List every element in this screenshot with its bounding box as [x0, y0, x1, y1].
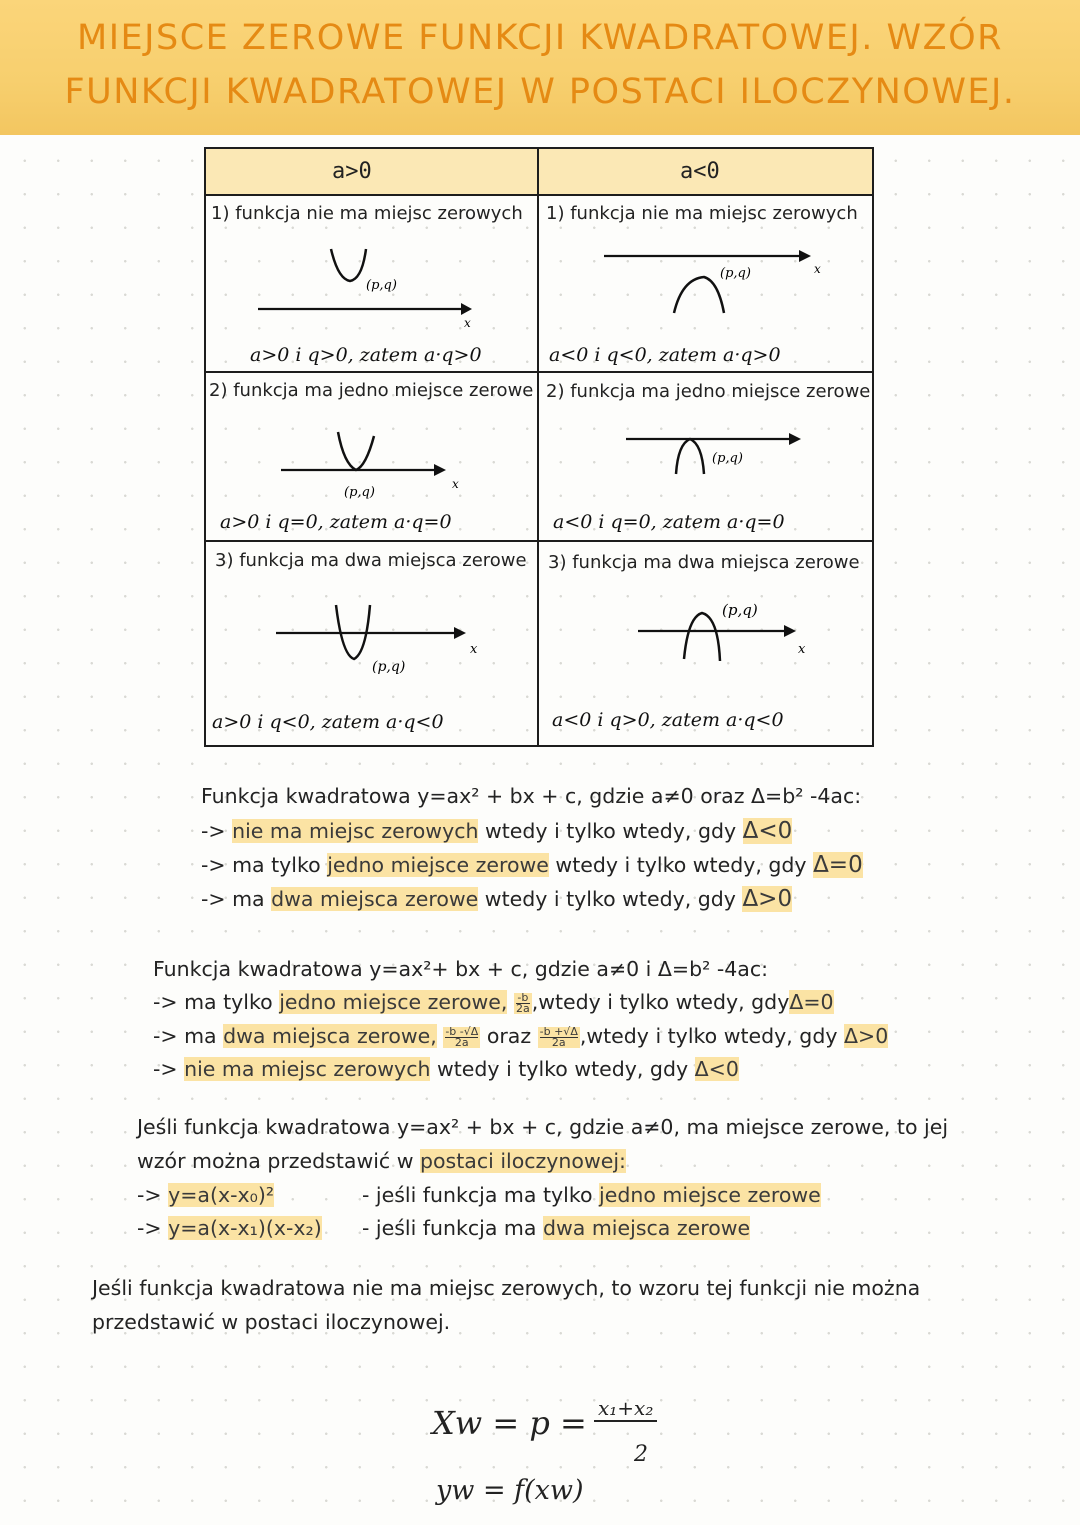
- cell-left-1-title: 1) funkcja nie ma miejsc zerowych: [211, 203, 523, 224]
- block4-line-1: Jeśli funkcja kwadratowa nie ma miejsc zerowych, to wzoru tej funkcji nie można: [92, 1276, 921, 1300]
- graph-right-2: [616, 424, 836, 484]
- block1-intro: Funkcja kwadratowa y=ax² + bx + c, gdzie a≠0 oraz Δ=b² -4ac:: [201, 784, 862, 808]
- vertex-label: (p,q): [722, 601, 758, 619]
- graph-right-1: [586, 241, 846, 331]
- graph-right-3: [626, 589, 846, 669]
- axis-label: x: [464, 316, 471, 329]
- parabola-up: [331, 249, 366, 281]
- x-axis-arrow: [789, 433, 801, 445]
- cell-left-1-condition: a>0 i q>0, zatem a·q>0: [250, 344, 482, 366]
- block3-line-1: Jeśli funkcja kwadratowa y=ax² + bx + c, gdzie a≠0, ma miejsce zerowe, to jej: [137, 1115, 949, 1139]
- vertex-label: (p,q): [720, 266, 751, 281]
- block3-formula-2-desc: - jeśli funkcja ma dwa miejsca zerowe: [362, 1216, 751, 1240]
- vertex-label: (p,q): [372, 659, 406, 675]
- fraction-single-root: $\frac{-b}{2a}$: [515, 990, 530, 1015]
- table-divider-row2: [206, 540, 872, 542]
- axis-label: x: [798, 642, 806, 657]
- parabola-up: [338, 432, 374, 470]
- cell-left-2-condition: a>0 i q=0, zatem a·q=0: [220, 511, 452, 533]
- block1-line-2: -> ma tylko jedno miejsce zerowe wtedy i tylko wtedy, gdy Δ=0: [201, 852, 863, 878]
- table-divider-row1: [206, 371, 872, 373]
- parabola-down: [684, 613, 720, 661]
- vertex-label: (p,q): [712, 451, 743, 466]
- fraction-root-x1: $\frac{-b -√\Delta}{2a}$: [445, 1024, 479, 1049]
- x-axis-arrow: [454, 627, 466, 639]
- cell-right-1-title: 1) funkcja nie ma miejsc zerowych: [546, 203, 858, 224]
- block1-line-3: -> ma dwa miejsca zerowe wtedy i tylko wtedy, gdy Δ>0: [201, 886, 793, 912]
- x-axis-arrow: [461, 303, 472, 315]
- header-a-negative: a<0: [680, 159, 720, 184]
- vertex-label: (p,q): [366, 278, 397, 293]
- x-axis-arrow: [434, 464, 446, 476]
- cell-left-3-condition: a>0 i q<0, zatem a·q<0: [212, 711, 444, 733]
- fraction-root-x2: $\frac{-b +√\Delta}{2a}$: [539, 1024, 578, 1049]
- vertex-x-fraction-num: x₁+x₂: [594, 1396, 657, 1422]
- block3-formula-1: -> y=a(x-x₀)²: [137, 1183, 275, 1207]
- parabola-down: [674, 277, 724, 313]
- vertex-y-formula: yw = f(xw): [436, 1475, 584, 1506]
- axis-label: x: [470, 642, 478, 657]
- block1-line-1: -> nie ma miejsc zerowych wtedy i tylko wtedy, gdy Δ<0: [201, 818, 793, 844]
- vertex-label: (p,q): [344, 485, 375, 499]
- cell-right-3-title: 3) funkcja ma dwa miejsca zerowe: [548, 552, 860, 573]
- block2-line-1: -> ma tylko jedno miejsce zerowe, $\frac{-b}{2a}$ ,wtedy i tylko wtedy, gdyΔ=0: [153, 990, 834, 1015]
- block2-line-2: -> ma dwa miejsca zerowe, $\frac{-b -√\Delta}{2a}$ oraz $\frac{-b +√\Delta}{2a}$ ,wtedy i tylko wtedy, gdy Δ>0: [153, 1024, 889, 1049]
- block2-line-3: -> nie ma miejsc zerowych wtedy i tylko wtedy, gdy Δ<0: [153, 1057, 739, 1081]
- graph-left-2: [266, 424, 506, 499]
- cell-right-2-condition: a<0 i q=0, zatem a·q=0: [553, 511, 785, 533]
- axis-label: x: [814, 262, 821, 276]
- table-divider-header: [206, 194, 872, 196]
- cell-left-2-title: 2) funkcja ma jedno miejsce zerowe: [209, 380, 534, 401]
- cell-right-1-condition: a<0 i q<0, zatem a·q>0: [549, 344, 781, 366]
- graph-left-3: [266, 591, 516, 686]
- table-divider-vertical: [537, 149, 539, 745]
- page-title-line-1: MIEJSCE ZEROWE FUNKCJI KWADRATOWEJ. WZÓR: [77, 18, 1003, 58]
- comparison-table: [204, 147, 874, 747]
- block3-formula-2: -> y=a(x-x₁)(x-x₂): [137, 1216, 322, 1240]
- vertex-x-fraction-den: 2: [634, 1442, 648, 1467]
- cell-right-2-title: 2) funkcja ma jedno miejsce zerowe: [546, 381, 871, 402]
- x-axis-arrow: [784, 625, 796, 637]
- x-axis-arrow: [799, 250, 811, 262]
- cell-left-3-title: 3) funkcja ma dwa miejsca zerowe: [215, 550, 527, 571]
- cell-right-3-condition: a<0 i q>0, zatem a·q<0: [552, 709, 784, 731]
- page-title-line-2: FUNKCJI KWADRATOWEJ W POSTACI ILOCZYNOWEJ.: [64, 72, 1016, 112]
- block2-intro: Funkcja kwadratowa y=ax²+ bx + c, gdzie a≠0 i Δ=b² -4ac:: [153, 957, 769, 981]
- header-a-positive: a>0: [332, 159, 372, 184]
- graph-left-1: [246, 239, 506, 329]
- block3-formula-1-desc: - jeśli funkcja ma tylko jedno miejsce zerowe: [362, 1183, 821, 1207]
- axis-label: x: [452, 477, 459, 491]
- block4-line-2: przedstawić w postaci iloczynowej.: [92, 1310, 451, 1334]
- vertex-x-formula: Xw = p =: [432, 1404, 587, 1442]
- block3-line-2: wzór można przedstawić w postaci iloczynowej:: [137, 1149, 626, 1173]
- parabola-down: [676, 439, 704, 474]
